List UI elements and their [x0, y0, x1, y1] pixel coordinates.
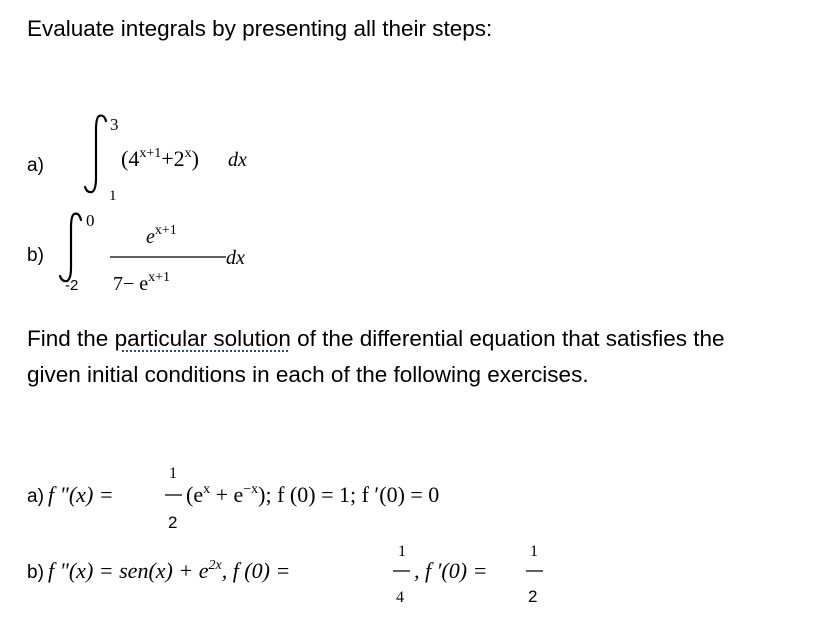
equation-b-label: b): [27, 562, 44, 583]
integral-b: [27, 211, 245, 295]
integral-b-differential: dx: [226, 247, 245, 269]
integral-sign-icon: [85, 116, 106, 193]
paragraph-text: Find the: [27, 326, 115, 351]
paragraph-text: of the differential equation that satisfies the: [290, 326, 725, 351]
equation-a-label: a): [27, 486, 44, 507]
equation-a-fraction-denominator: 2: [168, 513, 178, 532]
equation-b-fraction1-numerator: 1: [398, 543, 406, 560]
equation-a: [27, 465, 439, 532]
equation-b-fraction2-numerator: 1: [530, 543, 538, 560]
integral-sign-icon: [60, 214, 81, 282]
integral-b-upper-limit: 0: [86, 211, 95, 230]
integral-b-denominator: $7- e^{x+1}$: [113, 270, 171, 295]
integral-a-integrand: $(4^{x+1}+2^x)$: [121, 146, 199, 171]
equation-b-derivative-condition: , f ′(0) =: [414, 558, 488, 583]
equation-b-fraction1-denominator: 4: [396, 589, 404, 606]
equation-a-rhs: $(e^x + e^{-x})$; f (0) = 1; f ′(0) = 0: [186, 482, 440, 507]
integral-a-label: a): [27, 155, 44, 176]
equation-b: [27, 543, 543, 606]
integral-a: [27, 115, 247, 204]
integral-a-differential: dx: [228, 149, 247, 171]
integral-a-upper-limit: 3: [110, 115, 119, 134]
integral-b-lower-limit: -2: [65, 277, 79, 294]
integral-b-numerator: $e^{x+1}$: [146, 223, 177, 248]
integral-b-label: b): [27, 245, 44, 266]
equation-b-fraction2-denominator: 2: [528, 587, 538, 606]
equation-a-lhs: f "(x) =: [48, 482, 114, 507]
particular-solution-link[interactable]: particular solution: [114, 326, 291, 351]
instructions-paragraph-line-2: given initial conditions in each of the following exercises.: [27, 362, 589, 387]
equation-b-lhs: f "$(x) = sen(x) + e^{2x}$, f (0) =: [48, 558, 291, 583]
integral-a-lower-limit: 1: [109, 188, 117, 204]
equation-a-fraction-numerator: 1: [169, 465, 177, 482]
instructions-paragraph-line-1: [27, 328, 725, 351]
instructions-heading: Evaluate integrals by presenting all their steps:: [27, 16, 493, 41]
